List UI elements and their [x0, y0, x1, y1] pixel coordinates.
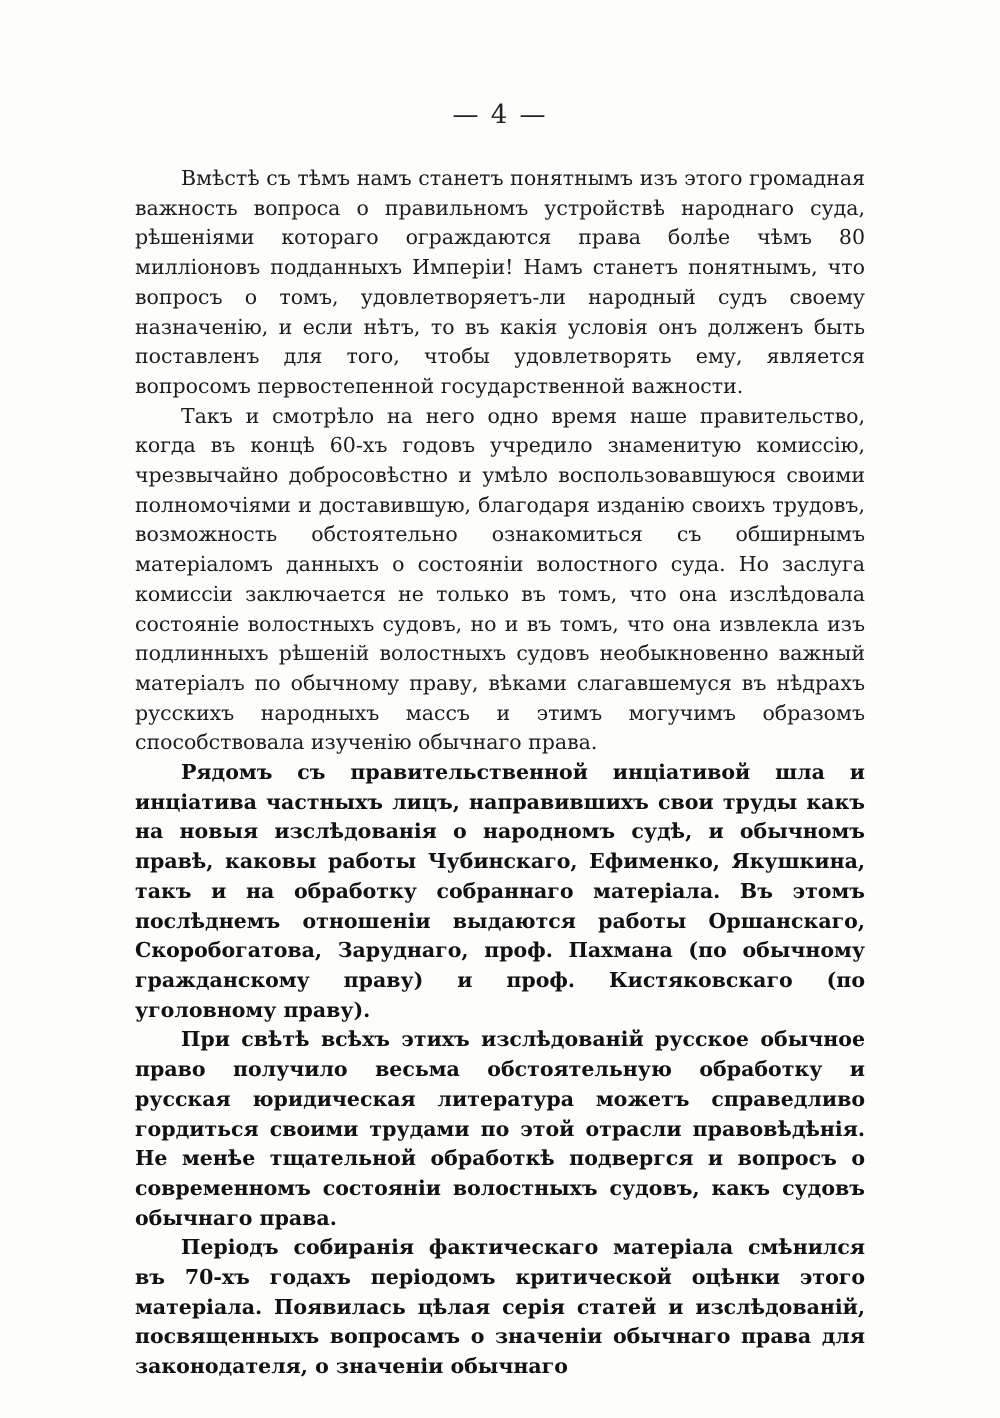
text-body [135, 164, 865, 1382]
paragraph-2: Такъ и смотрѣло на него одно время наше правительство, когда въ концѣ 60-хъ годовъ учредило знаменитую комиссію, чрезвычайно добросовѣстно и умѣло воспользовавшуюся своими полномочіями и доставившую, благодаря изданію своихъ трудовъ, возможность обстоятельно ознакомиться съ обширнымъ матеріаломъ данныхъ о состояніи волостного суда. Но заслуга комиссіи заключается не только въ томъ, что она изслѣдовала состояніе волостныхъ судовъ, но и въ томъ, что она извлекла изъ подлинныхъ рѣшеній волостныхъ судовъ необыкновенно важный матеріалъ по обычному праву, вѣками слагавшемуся въ нѣдрахъ русскихъ народныхъ массъ и этимъ могучимъ образомъ способствовала изученію обычнаго права. [135, 403, 865, 755]
paragraph-4: При свѣтѣ всѣхъ этихъ изслѣдованій русское обычное право получило весьма обстоятельную обработку и русская юридическая литература можетъ справедливо гордиться своими трудами по этой отрасли правовѣдѣнія. Не менѣе тщательной обработкѣ подвергся и вопросъ о современномъ состояніи волостныхъ судовъ, какъ судовъ обычнаго права. [135, 1027, 865, 1230]
paragraph-1: Вмѣстѣ съ тѣмъ намъ станетъ понятнымъ изъ этого громадная важность вопроса о правильномъ устройствѣ народнаго суда, рѣшеніями котораго ограждаются права болѣе чѣмъ 80 милліоновъ подданныхъ Имперіи! Намъ станетъ понятнымъ, что вопросъ о томъ, удовлетворяетъ-ли народный судъ своему назначенію, и если нѣтъ, то въ какія условія онъ долженъ быть поставленъ для того, чтобы удовлетворять ему, является вопросомъ первостепенной государственной важности. [135, 166, 865, 398]
paragraph-3: Рядомъ съ правительственной инціативой шла и инціатива частныхъ лицъ, направившихъ свои труды какъ на новыя изслѣдованія о народномъ судѣ, и обычномъ правѣ, каковы работы Чубинскаго, Ефименко, Якушкина, такъ и на обработку собраннаго матеріала. Въ этомъ послѣднемъ отношеніи выдаются работы Оршанскаго, Скоробогатова, Заруднаго, проф. Пахмана (по обычному гражданскому праву) и проф. Кистяковскаго (по уголовному праву). [135, 760, 865, 1022]
page-number: — 4 — [452, 100, 548, 130]
paragraph-5: Періодъ собиранія фактическаго матеріала смѣнился въ 70-хъ годахъ періодомъ критической оцѣнки этого матеріала. Появилась цѣлая серія статей и изслѣдованій, посвященныхъ вопросамъ о значеніи обычнаго права для законодателя, о значеніи обычнаго [135, 1235, 865, 1379]
